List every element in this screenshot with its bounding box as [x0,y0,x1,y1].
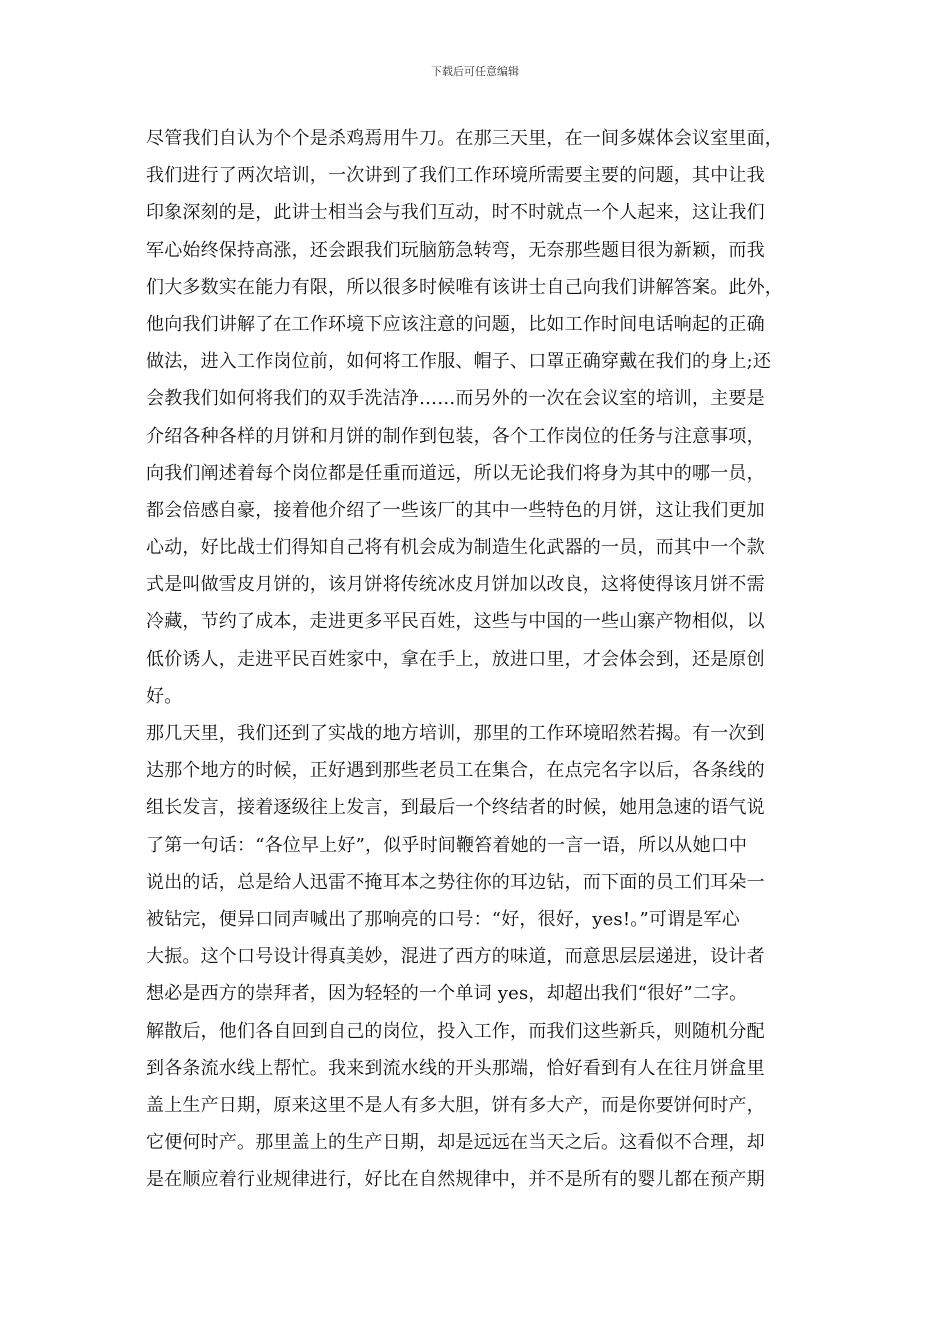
text-line: 那几天里，我们还到了实战的地方培训，那里的工作环境昭然若揭。有一次到 [146,723,765,744]
text-line: 是在顺应着行业规律进行，好比在自然规律中，并不是所有的婴儿都在预产期 [146,1169,765,1191]
page-header: 下载后可任意编辑 [431,65,519,78]
text-line: 盖上生产日期，原来这里不是人有多大胆，饼有多大产，而是你要饼何时产， [146,1094,765,1116]
text-line: 向我们阐述着每个岗位都是任重而道远，所以无论我们将身为其中的哪一员， [146,462,765,484]
text-line: 说出的话，总是给人迅雷不掩耳本之势往你的耳边钻，而下面的员工们耳朵一 [146,871,765,893]
text-line: 想必是西方的崇拜者，因为轻轻的一个单词 yes，却超出我们“很好”二字。 [146,983,748,1005]
text-line: 他向我们讲解了在工作环境下应该注意的问题，比如工作时间电话响起的正确 [146,313,765,335]
text-line: 都会倍感自豪，接着他介绍了一些该厂的其中一些特色的月饼，这让我们更加 [146,499,765,521]
text-line: 印象深刻的是，此讲士相当会与我们互动，时不时就点一个人起来，这让我们 [146,202,765,224]
text-line: 组长发言，接着逐级往上发言，到最后一个终结者的时候，她用急速的语气说 [146,797,765,819]
text-line: 我们进行了两次培训，一次讲到了我们工作环境所需要主要的问题，其中让我 [146,165,765,187]
text-line: 会教我们如何将我们的双手洗洁净……而另外的一次在会议室的培训，主要是 [146,388,765,410]
text-line: 做法，进入工作岗位前，如何将工作服、帽子、口罩正确穿戴在我们的身上;还 [146,351,772,373]
text-line: 解散后，他们各自回到自己的岗位，投入工作，而我们这些新兵，则随机分配 [146,1020,765,1042]
text-line: 大振。这个口号设计得真美妙，混进了西方的味道，而意思层层递进，设计者 [146,946,765,968]
text-line: 了第一句话：“各位早上好”，似乎时间鞭笞着她的一言一语，所以从她口中 [146,834,748,856]
text-line: 它便何时产。那里盖上的生产日期，却是远远在当天之后。这看似不合理，却 [146,1132,765,1154]
text-line: 好。 [146,685,183,707]
text-line: 低价诱人，走进平民百姓家中，拿在手上，放进口里，才会体会到，还是原创 [146,648,765,670]
text-line: 达那个地方的时候，正好遇到那些老员工在集合，在点完名字以后，各条线的 [146,760,765,782]
text-line: 们大多数实在能力有限，所以很多时候唯有该讲士自己向我们讲解答案。此外， [146,276,783,298]
text-line: 尽管我们自认为个个是杀鸡焉用牛刀。在那三天里，在一间多媒体会议室里面， [146,128,783,149]
text-line: 军心始终保持高涨，还会跟我们玩脑筋急转弯，无奈那些题目很为新颖，而我 [146,239,765,261]
document-body [146,120,811,1198]
text-line: 式是叫做雪皮月饼的，该月饼将传统冰皮月饼加以改良，这将使得该月饼不需 [146,574,765,596]
text-line: 心动，好比战士们得知自己将有机会成为制造生化武器的一员，而其中一个款 [146,537,765,559]
text-line: 到各条流水线上帮忙。我来到流水线的开头那端，恰好看到有人在往月饼盒里 [146,1057,765,1079]
text-line: 介绍各种各样的月饼和月饼的制作到包装，各个工作岗位的任务与注意事项， [146,425,765,447]
text-line: 被钻完，便异口同声喊出了那响亮的口号：“好，很好，yes!。”可谓是军心 [146,908,740,930]
text-line: 冷藏，节约了成本，走进更多平民百姓，这些与中国的一些山寨产物相似，以 [146,611,765,633]
